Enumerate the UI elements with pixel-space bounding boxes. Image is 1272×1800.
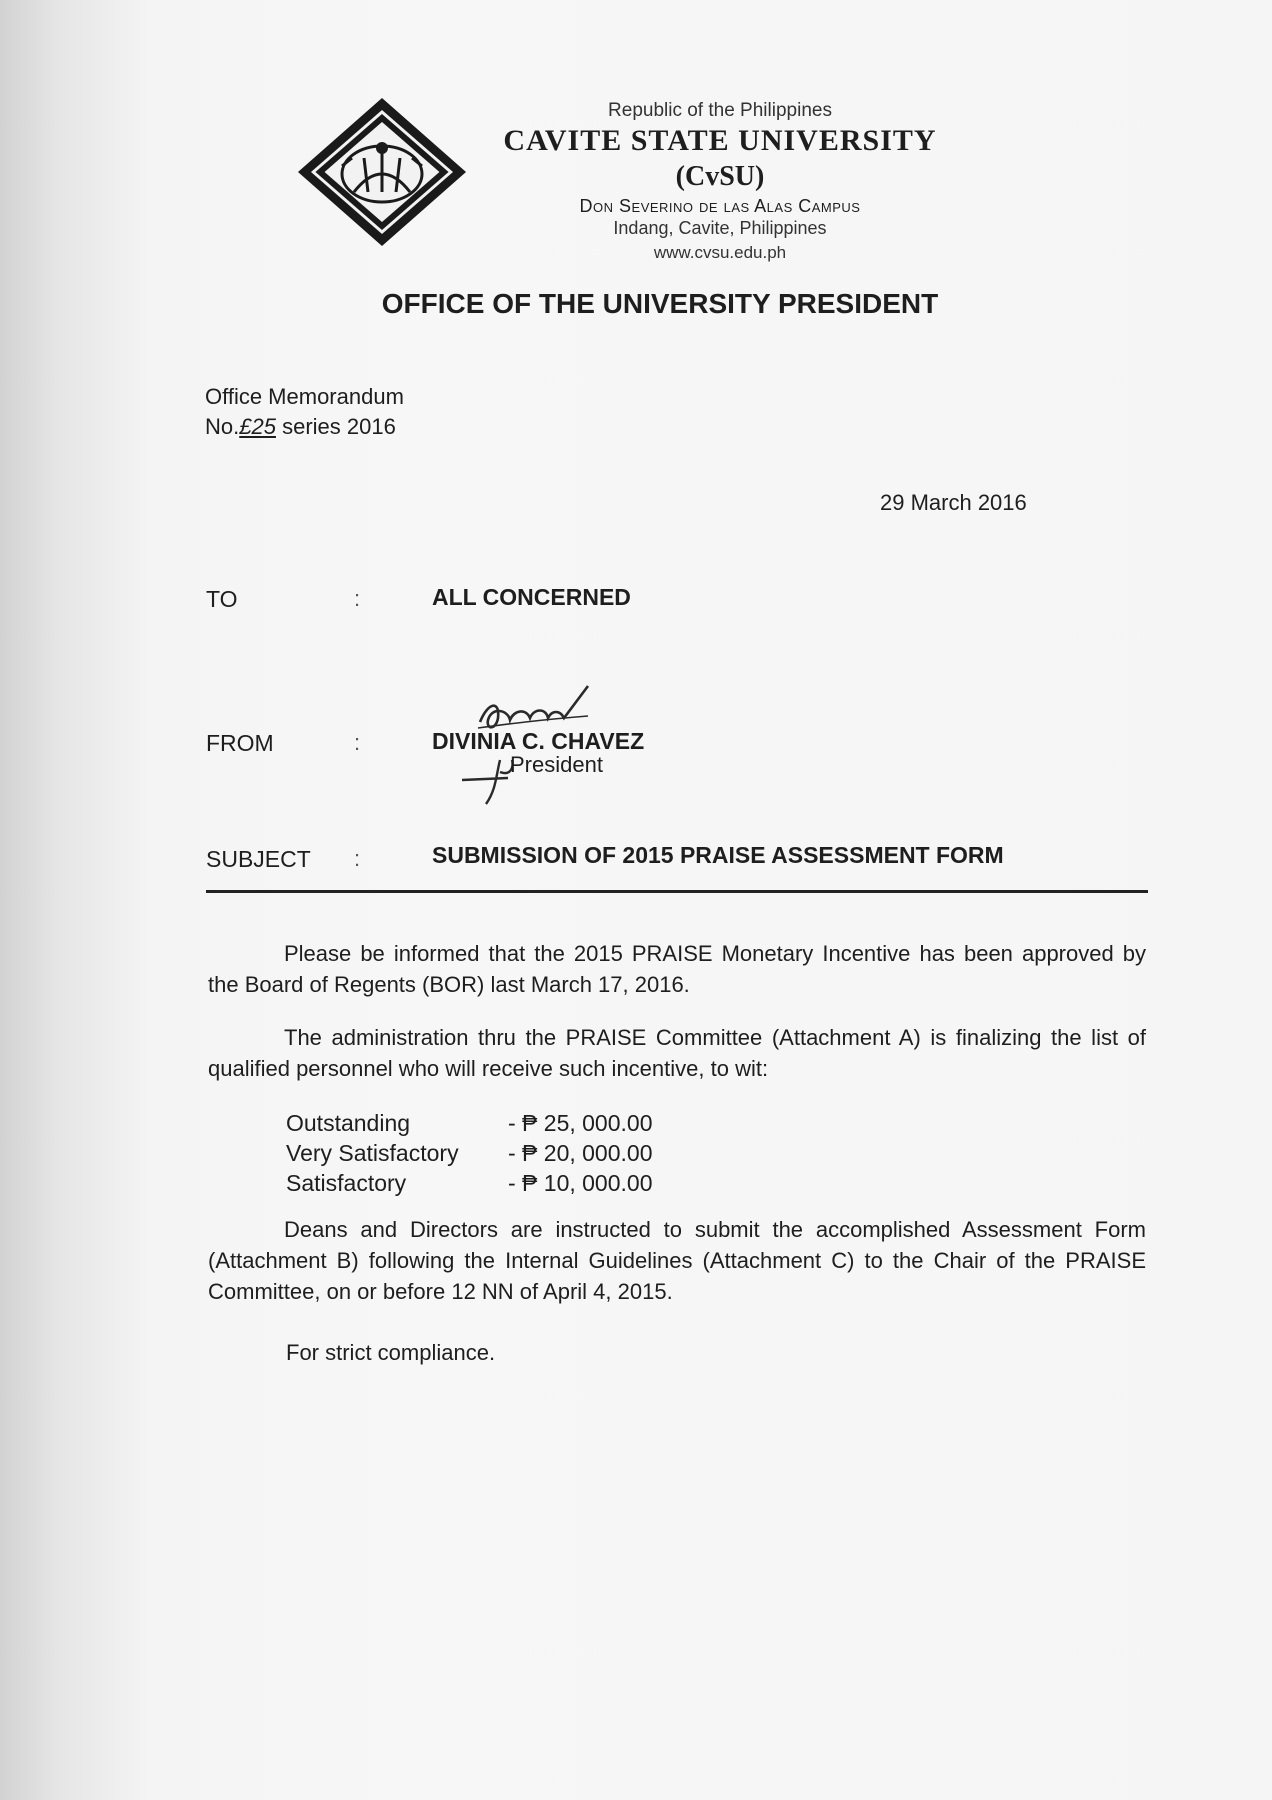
memo-series: series 2016 [275,414,396,439]
incentive-table [286,1108,653,1198]
subject-value: SUBMISSION OF 2015 PRAISE ASSESSMENT FORM [432,842,1004,868]
letterhead-abbreviation: (CvSU) [675,161,765,192]
award-amount: - ₱ 10, 000.00 [508,1170,653,1196]
memo-date: 29 March 2016 [880,490,1027,515]
office-title: OFFICE OF THE UNIVERSITY PRESIDENT [381,288,939,319]
from-label: FROM [206,730,274,756]
memo-no-prefix: No. [205,414,240,439]
subject-colon: : [354,846,361,871]
from-colon: : [354,730,361,755]
award-rating: Satisfactory [286,1170,407,1196]
table-row [286,1168,653,1198]
table-row [286,1138,653,1168]
subject-label: SUBJECT [206,846,311,872]
table-row [286,1108,653,1138]
closing-line: For strict compliance. [286,1340,496,1365]
header-divider [206,890,1148,893]
body-paragraph-1: Please be informed that the 2015 PRAISE Monetary Incentive has been approved by the Board of Regents (BOR) last March 17, 2016. [208,941,1146,997]
from-title: President [510,752,603,777]
letterhead-website: www.cvsu.edu.ph [653,243,787,262]
university-seal-icon [296,96,468,248]
award-rating: Very Satisfactory [286,1140,459,1166]
award-amount: - ₱ 20, 000.00 [508,1140,653,1166]
memo-reference [205,382,404,442]
letterhead-location: Indang, Cavite, Philippines [613,218,827,238]
letterhead-campus: Don Severino de las Alas Campus [579,196,861,216]
from-name: DIVINIA C. CHAVEZ [432,728,645,754]
to-value: ALL CONCERNED [432,584,631,610]
letterhead-republic: Republic of the Philippines [608,100,832,121]
memo-number: £25 [239,414,276,439]
award-amount: - ₱ 25, 000.00 [508,1110,653,1136]
award-rating: Outstanding [286,1110,411,1136]
memo-line: Office Memorandum [205,384,404,409]
body-paragraph-3: Deans and Directors are instructed to submit the accomplished Assessment Form (Attachment B) following the Internal Guidelines (Attachment C) to the Chair of the PRAISE Committee, on or before 12 NN of April 4, 2015. [208,1217,1146,1304]
memo-number-line [205,412,404,442]
to-label: TO [206,586,238,612]
letterhead-university: CAVITE STATE UNIVERSITY [503,124,937,157]
to-colon: : [354,586,361,611]
body-paragraph-2: The administration thru the PRAISE Committee (Attachment A) is finalizing the list of qualified personnel who will receive such incentive, to wit: [208,1025,1146,1081]
